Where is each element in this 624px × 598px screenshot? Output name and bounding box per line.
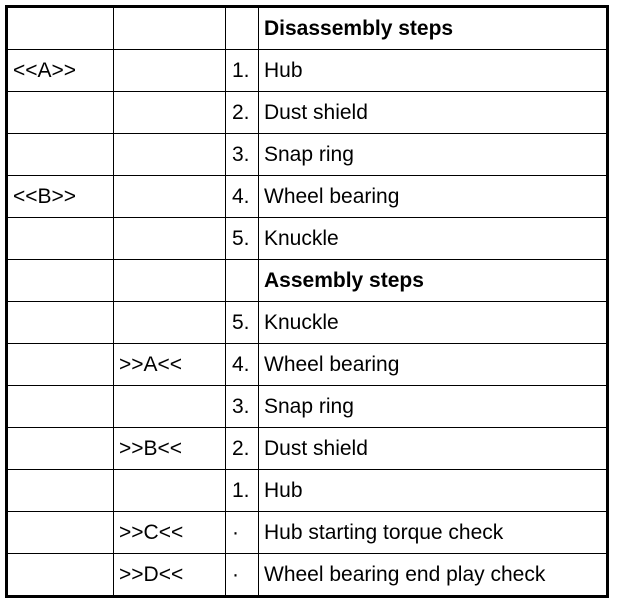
disassembly-mark-cell xyxy=(7,92,114,134)
step-name-cell: Dust shield xyxy=(259,92,608,134)
section-title: Disassembly steps xyxy=(259,7,608,50)
table-row xyxy=(7,176,608,218)
step-number-cell: · xyxy=(226,512,259,554)
step-number-cell: 4. xyxy=(226,344,259,386)
table-row xyxy=(7,428,608,470)
step-name-cell: Dust shield xyxy=(259,428,608,470)
disassembly-mark-cell xyxy=(7,344,114,386)
step-number-cell xyxy=(226,260,259,302)
assembly-mark-cell xyxy=(114,386,226,428)
disassembly-mark-cell: <<A>> xyxy=(7,50,114,92)
assembly-mark-cell xyxy=(114,7,226,50)
step-number-cell: 5. xyxy=(226,302,259,344)
table-row xyxy=(7,218,608,260)
assembly-mark-cell xyxy=(114,50,226,92)
table-row xyxy=(7,386,608,428)
disassembly-mark-cell xyxy=(7,302,114,344)
step-name-cell: Wheel bearing end play check xyxy=(259,554,608,597)
assembly-mark-cell: >>C<< xyxy=(114,512,226,554)
table-row xyxy=(7,512,608,554)
disassembly-mark-cell xyxy=(7,218,114,260)
table-row xyxy=(7,50,608,92)
step-number-cell: 3. xyxy=(226,134,259,176)
disassembly-mark-cell xyxy=(7,386,114,428)
disassembly-mark-cell xyxy=(7,554,114,597)
step-number-cell: 3. xyxy=(226,386,259,428)
step-name-cell: Hub xyxy=(259,470,608,512)
step-name-cell: Snap ring xyxy=(259,134,608,176)
step-name-cell: Snap ring xyxy=(259,386,608,428)
disassembly-mark-cell: <<B>> xyxy=(7,176,114,218)
step-number-cell: · xyxy=(226,554,259,597)
disassembly-mark-cell xyxy=(7,7,114,50)
table-row xyxy=(7,92,608,134)
assembly-mark-cell: >>D<< xyxy=(114,554,226,597)
step-number-cell: 4. xyxy=(226,176,259,218)
procedure-table xyxy=(5,5,609,598)
assembly-mark-cell: >>B<< xyxy=(114,428,226,470)
disassembly-mark-cell xyxy=(7,470,114,512)
assembly-mark-cell: >>A<< xyxy=(114,344,226,386)
assembly-mark-cell xyxy=(114,176,226,218)
disassembly-mark-cell xyxy=(7,428,114,470)
step-name-cell: Wheel bearing xyxy=(259,176,608,218)
step-number-cell: 1. xyxy=(226,470,259,512)
assembly-mark-cell xyxy=(114,134,226,176)
procedure-table-container xyxy=(5,5,609,598)
step-name-cell: Wheel bearing xyxy=(259,344,608,386)
disassembly-mark-cell xyxy=(7,512,114,554)
step-number-cell xyxy=(226,7,259,50)
step-name-cell: Knuckle xyxy=(259,218,608,260)
table-row xyxy=(7,302,608,344)
assembly-mark-cell xyxy=(114,92,226,134)
step-number-cell: 2. xyxy=(226,428,259,470)
assembly-mark-cell xyxy=(114,218,226,260)
step-number-cell: 2. xyxy=(226,92,259,134)
table-row xyxy=(7,470,608,512)
section-title: Assembly steps xyxy=(259,260,608,302)
section-header-row xyxy=(7,260,608,302)
step-name-cell: Hub starting torque check xyxy=(259,512,608,554)
procedure-table-body xyxy=(7,7,608,597)
assembly-mark-cell xyxy=(114,260,226,302)
table-row xyxy=(7,344,608,386)
step-number-cell: 1. xyxy=(226,50,259,92)
table-row xyxy=(7,554,608,597)
section-header-row xyxy=(7,7,608,50)
disassembly-mark-cell xyxy=(7,134,114,176)
disassembly-mark-cell xyxy=(7,260,114,302)
step-name-cell: Knuckle xyxy=(259,302,608,344)
step-number-cell: 5. xyxy=(226,218,259,260)
step-name-cell: Hub xyxy=(259,50,608,92)
assembly-mark-cell xyxy=(114,302,226,344)
table-row xyxy=(7,134,608,176)
assembly-mark-cell xyxy=(114,470,226,512)
